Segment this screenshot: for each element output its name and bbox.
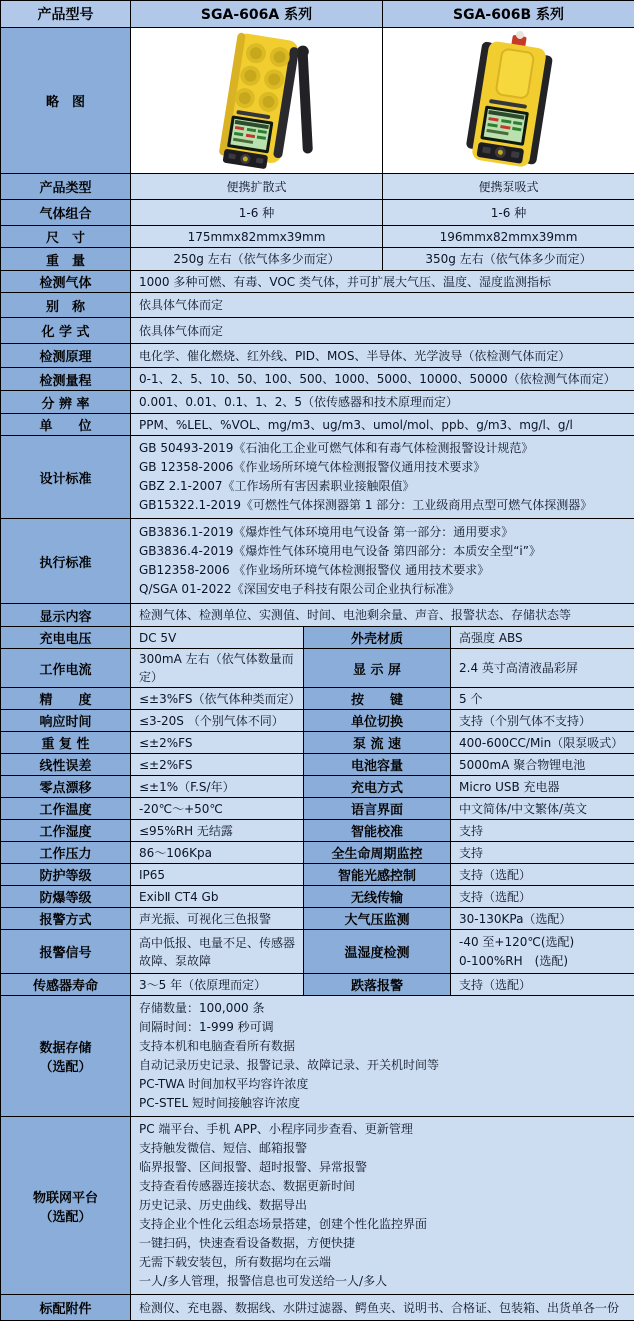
row-label: 大气压监测 bbox=[304, 908, 451, 930]
row-label: 设计标准 bbox=[1, 436, 131, 519]
row-value: ≤±2%FS bbox=[131, 732, 304, 754]
row-label: 工作湿度 bbox=[1, 820, 131, 842]
row-value: 高强度 ABS bbox=[451, 627, 634, 649]
row-value: 1000 多种可燃、有毒、VOC 类气体，并可扩展大气压、温度、湿度监测指标 bbox=[131, 271, 634, 293]
row-label: 分 辨 率 bbox=[1, 391, 131, 414]
device-b-image bbox=[384, 28, 634, 169]
value-a: 便携扩散式 bbox=[131, 174, 383, 200]
row-label: 工作温度 bbox=[1, 798, 131, 820]
series-a-header: SGA-606A 系列 bbox=[131, 1, 383, 28]
header-row bbox=[1, 1, 634, 28]
row-label: 防护等级 bbox=[1, 864, 131, 886]
spec-row-accessories bbox=[1, 1295, 634, 1321]
spec-row-working-humidity bbox=[1, 820, 634, 842]
row-label: 语言界面 bbox=[304, 798, 451, 820]
standard-line: Q/SGA 01-2022《深国安电子科技有限公司企业执行标准》 bbox=[139, 580, 626, 599]
feature-line: 间隔时间：1-999 秒可调 bbox=[139, 1018, 626, 1037]
spec-row-resolution bbox=[1, 391, 634, 414]
spec-row-design-standards bbox=[1, 436, 634, 519]
product-model-label: 产品型号 bbox=[1, 1, 131, 28]
feature-line: 存储数量：100,000 条 bbox=[139, 999, 626, 1018]
spec-row-ip-rating bbox=[1, 864, 634, 886]
row-value: 86～106Kpa bbox=[131, 842, 304, 864]
label-line: （选配） bbox=[3, 1206, 128, 1225]
feature-line: 无需下载安装包，所有数据均在云端 bbox=[139, 1253, 626, 1272]
label-line: 物联网平台 bbox=[3, 1187, 128, 1206]
spec-row-working-pressure bbox=[1, 842, 634, 864]
row-value: ExibⅡ CT4 Gb bbox=[131, 886, 304, 908]
sketch-row bbox=[1, 28, 634, 174]
row-value: ≤±3%FS（依气体种类而定） bbox=[131, 688, 304, 710]
row-label: 泵 流 速 bbox=[304, 732, 451, 754]
row-value: 依具体气体而定 bbox=[131, 318, 634, 344]
spec-row-gas-combo bbox=[1, 200, 634, 226]
row-label: 按 键 bbox=[304, 688, 451, 710]
row-value: ≤95%RH 无结露 bbox=[131, 820, 304, 842]
row-value: 300mA 左右（依气体数量而定） bbox=[131, 649, 304, 688]
row-label: 工作电流 bbox=[1, 649, 131, 688]
feature-line: PC 端平台、手机 APP、小程序同步查看、更新管理 bbox=[139, 1120, 626, 1139]
row-label: 充电电压 bbox=[1, 627, 131, 649]
spec-row-alarm-mode bbox=[1, 908, 634, 930]
standard-line: GB 50493-2019《石油化工企业可燃气体和有毒气体检测报警设计规范》 bbox=[139, 439, 626, 458]
spec-row-working-current bbox=[1, 649, 634, 688]
row-value: 支持（选配） bbox=[451, 974, 634, 996]
standard-line: GB12358-2006 《作业场所环境气体检测报警仪 通用技术要求》 bbox=[139, 561, 626, 580]
row-value bbox=[451, 930, 634, 974]
spec-row-data-storage bbox=[1, 996, 634, 1117]
spec-row-formula bbox=[1, 318, 634, 344]
exec-standards-list bbox=[131, 519, 634, 604]
spec-row-exec-standards bbox=[1, 519, 634, 604]
row-value: 检测仪、充电器、数据线、水阱过滤器、鳄鱼夹、说明书、合格证、包装箱、出货单各一份 bbox=[131, 1295, 634, 1321]
row-value: ≤3-20S （个别气体不同） bbox=[131, 710, 304, 732]
value-a: 250g 左右（依气体多少而定） bbox=[131, 248, 383, 271]
device-b-cell bbox=[383, 28, 634, 174]
value-a: 1-6 种 bbox=[131, 200, 383, 226]
standard-line: GB3836.4-2019《爆炸性气体环境用电气设备 第四部分：本质安全型“i”》 bbox=[139, 542, 626, 561]
spec-row-weight bbox=[1, 248, 634, 271]
row-value: 依具体气体而定 bbox=[131, 293, 634, 318]
row-value: 高中低报、电量不足、传感器故障、泵故障 bbox=[131, 930, 304, 974]
row-value: Micro USB 充电器 bbox=[451, 776, 634, 798]
row-label: 智能光感控制 bbox=[304, 864, 451, 886]
row-value: 中文简体/中文繁体/英文 bbox=[451, 798, 634, 820]
row-label: 产品类型 bbox=[1, 174, 131, 200]
row-label: 化 学 式 bbox=[1, 318, 131, 344]
row-label: 电池容量 bbox=[304, 754, 451, 776]
spec-row-detect-gas bbox=[1, 271, 634, 293]
feature-line: 历史记录、历史曲线、数据导出 bbox=[139, 1196, 626, 1215]
row-label: 检测量程 bbox=[1, 368, 131, 391]
row-label: 尺 寸 bbox=[1, 226, 131, 248]
row-value: PPM、%LEL、%VOL、mg/m3、ug/m3、umol/mol、ppb、g/m3、mg/l、g/l bbox=[131, 414, 634, 436]
feature-line: 支持查看传感器连接状态、数据更新时间 bbox=[139, 1177, 626, 1196]
design-standards-list bbox=[131, 436, 634, 519]
spec-row-linearity bbox=[1, 754, 634, 776]
row-label: 检测气体 bbox=[1, 271, 131, 293]
spec-row-size bbox=[1, 226, 634, 248]
device-a-cell bbox=[131, 28, 383, 174]
row-value: -20℃～+50℃ bbox=[131, 798, 304, 820]
row-value: 400-600CC/Min（限泵吸式） bbox=[451, 732, 634, 754]
value-b: 196mmx82mmx39mm bbox=[383, 226, 634, 248]
feature-line: 支持企业个性化云组态场景搭建，创建个性化监控界面 bbox=[139, 1215, 626, 1234]
feature-line: PC-TWA 时间加权平均容许浓度 bbox=[139, 1075, 626, 1094]
device-a-image bbox=[132, 28, 382, 169]
row-label: 工作压力 bbox=[1, 842, 131, 864]
row-label: 单位切换 bbox=[304, 710, 451, 732]
spec-row-principle bbox=[1, 344, 634, 368]
row-label: 别 称 bbox=[1, 293, 131, 318]
row-value: 检测气体、检测单位、实测值、时间、电池剩余量、声音、报警状态、存储状态等 bbox=[131, 604, 634, 627]
row-label: 重 量 bbox=[1, 248, 131, 271]
row-label: 防爆等级 bbox=[1, 886, 131, 908]
row-value: ≤±1%（F.S/年） bbox=[131, 776, 304, 798]
feature-line: 支持本机和电脑查看所有数据 bbox=[139, 1037, 626, 1056]
feature-line: 自动记录历史记录、报警记录、故障记录、开关机时间等 bbox=[139, 1056, 626, 1075]
feature-line: 支持触发微信、短信、邮箱报警 bbox=[139, 1139, 626, 1158]
row-label: 响应时间 bbox=[1, 710, 131, 732]
sketch-label: 略 图 bbox=[1, 28, 131, 174]
row-label: 执行标准 bbox=[1, 519, 131, 604]
row-label: 全生命周期监控 bbox=[304, 842, 451, 864]
value-line: -40 至+120℃(选配) bbox=[459, 933, 626, 952]
spec-row-range bbox=[1, 368, 634, 391]
row-value: 0.001、0.01、0.1、1、2、5（依传感器和技术原理而定） bbox=[131, 391, 634, 414]
row-value: 支持 bbox=[451, 820, 634, 842]
row-label: 充电方式 bbox=[304, 776, 451, 798]
value-line: 0-100%RH (选配) bbox=[459, 952, 626, 971]
value-b: 1-6 种 bbox=[383, 200, 634, 226]
row-value: 声光振、可视化三色报警 bbox=[131, 908, 304, 930]
row-label: 跌落报警 bbox=[304, 974, 451, 996]
value-b: 便携泵吸式 bbox=[383, 174, 634, 200]
spec-row-alias bbox=[1, 293, 634, 318]
standard-line: GB3836.1-2019《爆炸性气体环境用电气设备 第一部分：通用要求》 bbox=[139, 523, 626, 542]
row-label: 显示内容 bbox=[1, 604, 131, 627]
row-label: 报警信号 bbox=[1, 930, 131, 974]
row-label: 重 复 性 bbox=[1, 732, 131, 754]
row-label bbox=[1, 996, 131, 1117]
row-label: 无线传输 bbox=[304, 886, 451, 908]
row-value: 支持（个别气体不支持） bbox=[451, 710, 634, 732]
row-value: 电化学、催化燃烧、红外线、PID、MOS、半导体、光学波导（依检测气体而定） bbox=[131, 344, 634, 368]
row-label: 精 度 bbox=[1, 688, 131, 710]
row-value: 3～5 年（依原理而定） bbox=[131, 974, 304, 996]
spec-row-working-temp bbox=[1, 798, 634, 820]
data-storage-list bbox=[131, 996, 634, 1117]
row-value: 30-130KPa（选配） bbox=[451, 908, 634, 930]
row-value: 支持（选配） bbox=[451, 864, 634, 886]
row-value: 2.4 英寸高清液晶彩屏 bbox=[451, 649, 634, 688]
spec-row-product-type bbox=[1, 174, 634, 200]
row-label: 传感器寿命 bbox=[1, 974, 131, 996]
label-line: （选配） bbox=[3, 1056, 128, 1075]
spec-row-alarm-signal bbox=[1, 930, 634, 974]
spec-row-unit bbox=[1, 414, 634, 436]
row-label: 显 示 屏 bbox=[304, 649, 451, 688]
spec-row-iot-platform bbox=[1, 1117, 634, 1295]
standard-line: GB15322.1-2019《可燃性气体探测器第 1 部分：工业级商用点型可燃气体探测器》 bbox=[139, 496, 626, 515]
row-label: 检测原理 bbox=[1, 344, 131, 368]
spec-row-response-time bbox=[1, 710, 634, 732]
row-value: 支持 bbox=[451, 842, 634, 864]
spec-row-repeatability bbox=[1, 732, 634, 754]
row-label bbox=[1, 1117, 131, 1295]
row-value: IP65 bbox=[131, 864, 304, 886]
row-value: ≤±2%FS bbox=[131, 754, 304, 776]
row-label: 智能校准 bbox=[304, 820, 451, 842]
standard-line: GBZ 2.1-2007《工作场所有害因素职业接触限值》 bbox=[139, 477, 626, 496]
iot-platform-list bbox=[131, 1117, 634, 1295]
spec-row-charge-voltage bbox=[1, 627, 634, 649]
pump-cover bbox=[495, 48, 534, 98]
row-value: 5000mA 聚合物锂电池 bbox=[451, 754, 634, 776]
row-label: 报警方式 bbox=[1, 908, 131, 930]
row-value: 0-1、2、5、10、50、100、500、1000、5000、10000、50000（依检测气体而定） bbox=[131, 368, 634, 391]
feature-line: 临界报警、区间报警、超时报警、异常报警 bbox=[139, 1158, 626, 1177]
spec-row-explosion-proof bbox=[1, 886, 634, 908]
row-label: 零点漂移 bbox=[1, 776, 131, 798]
feature-line: PC-STEL 短时间接触容许浓度 bbox=[139, 1094, 626, 1113]
value-a: 175mmx82mmx39mm bbox=[131, 226, 383, 248]
spec-row-accuracy bbox=[1, 688, 634, 710]
row-label: 气体组合 bbox=[1, 200, 131, 226]
row-value: DC 5V bbox=[131, 627, 304, 649]
row-label: 单 位 bbox=[1, 414, 131, 436]
spec-row-sensor-life bbox=[1, 974, 634, 996]
spec-row-display-content bbox=[1, 604, 634, 627]
spec-row-zero-drift bbox=[1, 776, 634, 798]
value-b: 350g 左右（依气体多少而定） bbox=[383, 248, 634, 271]
row-label: 外壳材质 bbox=[304, 627, 451, 649]
row-label: 标配附件 bbox=[1, 1295, 131, 1321]
row-label: 温湿度检测 bbox=[304, 930, 451, 974]
series-b-header: SGA-606B 系列 bbox=[383, 1, 634, 28]
feature-line: 一键扫码，快速查看设备数据，方便快捷 bbox=[139, 1234, 626, 1253]
feature-line: 一人/多人管理，报警信息也可发送给一人/多人 bbox=[139, 1272, 626, 1291]
row-label: 线性误差 bbox=[1, 754, 131, 776]
standard-line: GB 12358-2006《作业场所环境气体检测报警仪通用技术要求》 bbox=[139, 458, 626, 477]
label-line: 数据存储 bbox=[3, 1037, 128, 1056]
row-value: 支持（选配） bbox=[451, 886, 634, 908]
row-value: 5 个 bbox=[451, 688, 634, 710]
